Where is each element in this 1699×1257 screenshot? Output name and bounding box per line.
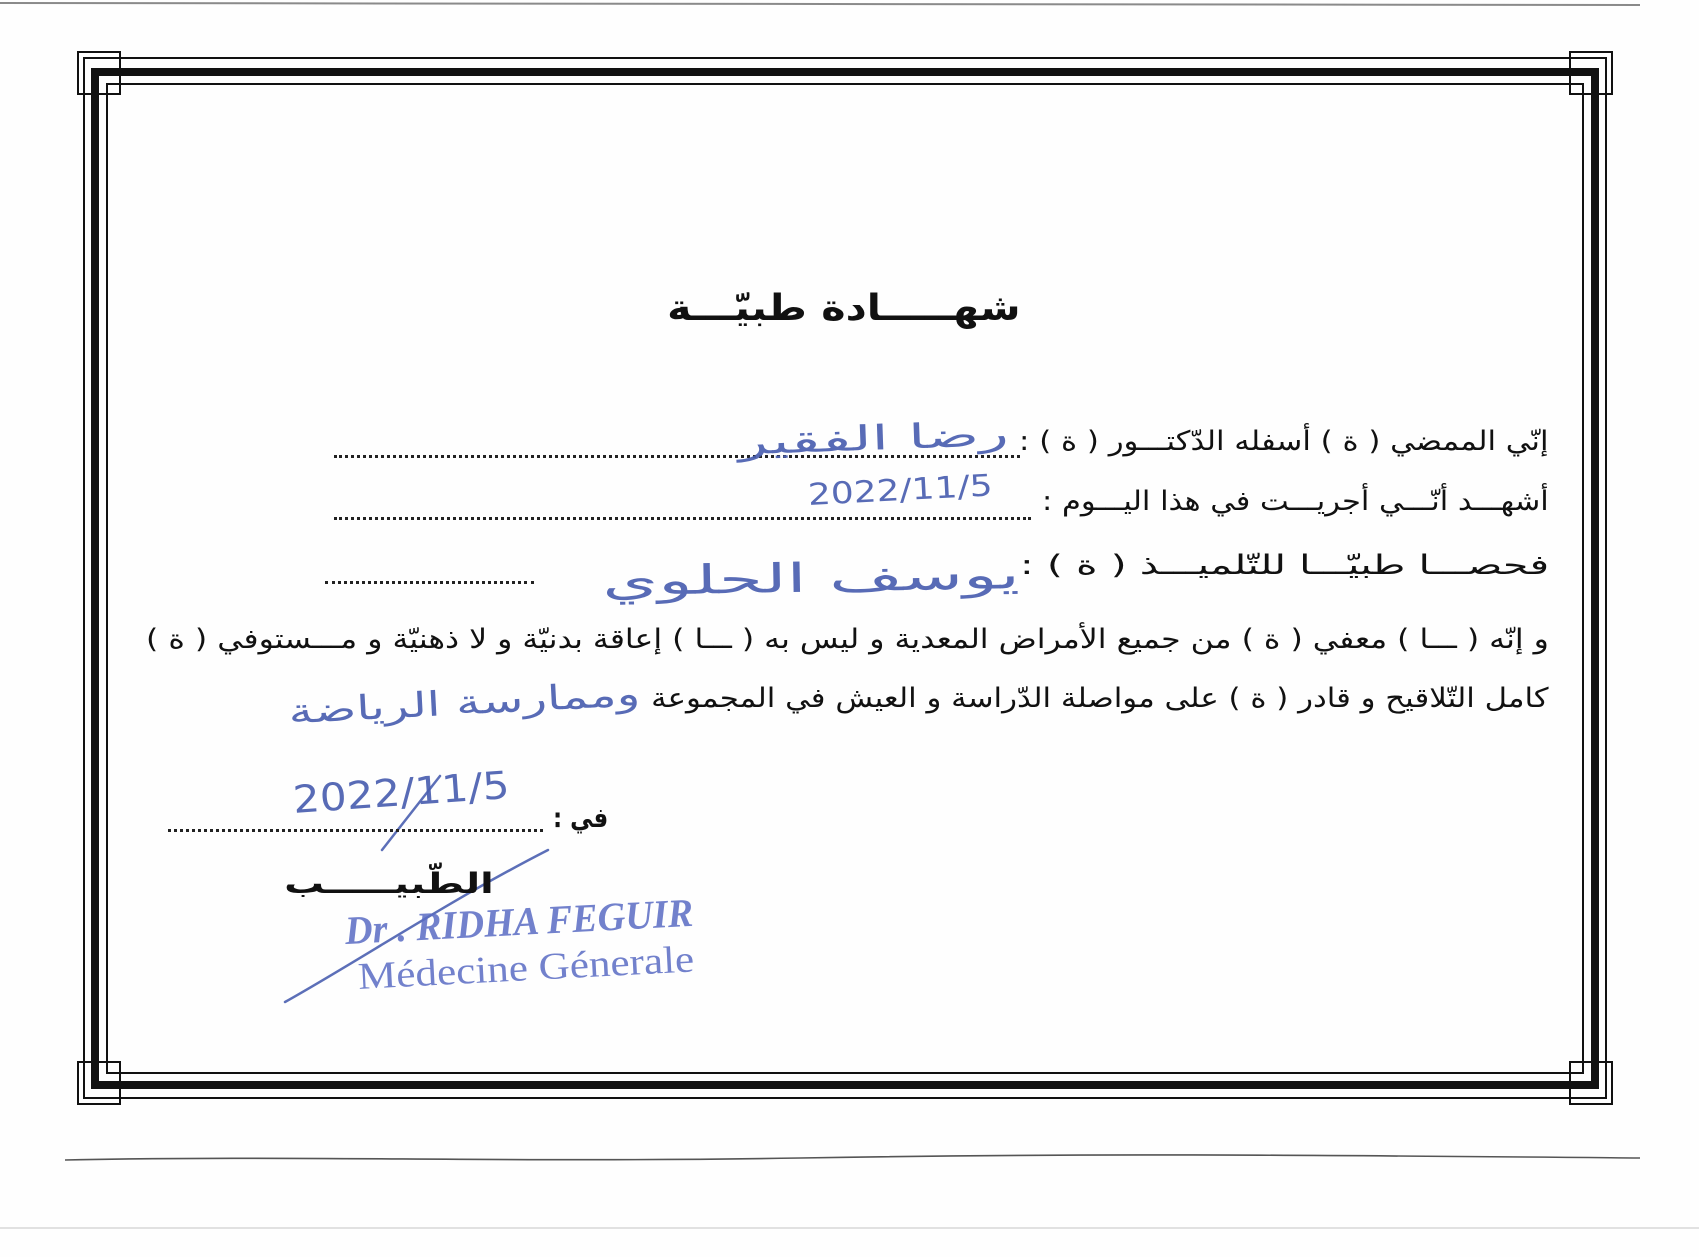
certificate-title: شهـــــادة طبيّـــة [667,288,1021,329]
exam-date-fill-line [334,517,1031,520]
exemption-text: و إنّه ( ـــا ) معفي ( ة ) من جميع الأمراض المعدية و ليس به ( ـــا ) إعاقة بدنيّة و لا ذهنيّة و مـــستوفي ( ة ) [146,624,1549,655]
doctor-label: إنّي الممضي ( ة ) أسفله الدّكتـــور ( ة ) : [1019,426,1549,457]
scan-top-edge [0,3,1640,5]
issue-date-fill-line [168,829,543,832]
student-label: فحصـــا طبيّـــا للتّلميـــذ ( ة ) : [1019,550,1549,581]
student-fill-line [325,581,534,584]
handwritten-issue-date: 2022/11/5 [291,762,511,822]
doctor-signature-label: الطّبيـــــب [284,867,494,900]
stamp-doctor-name: Dr . RIDHA FEGUIR [343,889,695,953]
handwritten-addition: وممارسة الرياضة [287,674,642,733]
fitness-text: كامل التّلاقيح و قادر ( ة ) على مواصلة الدّراسة و العيش في المجموعة [651,683,1549,714]
scan-bottom-wave-line [65,1155,1640,1160]
handwritten-student-name: يوسف الحلوي [602,552,1021,606]
place-date-label: في : [552,803,608,834]
handwritten-exam-date: 2022/11/5 [807,468,994,513]
stamp-specialty: Médecine Génerale [356,938,696,998]
handwritten-doctor-name: رضا الفقير [738,414,1010,464]
exam-date-label: أشهـــد أنّـــي أجريـــت في هذا اليـــوم : [1042,486,1549,517]
